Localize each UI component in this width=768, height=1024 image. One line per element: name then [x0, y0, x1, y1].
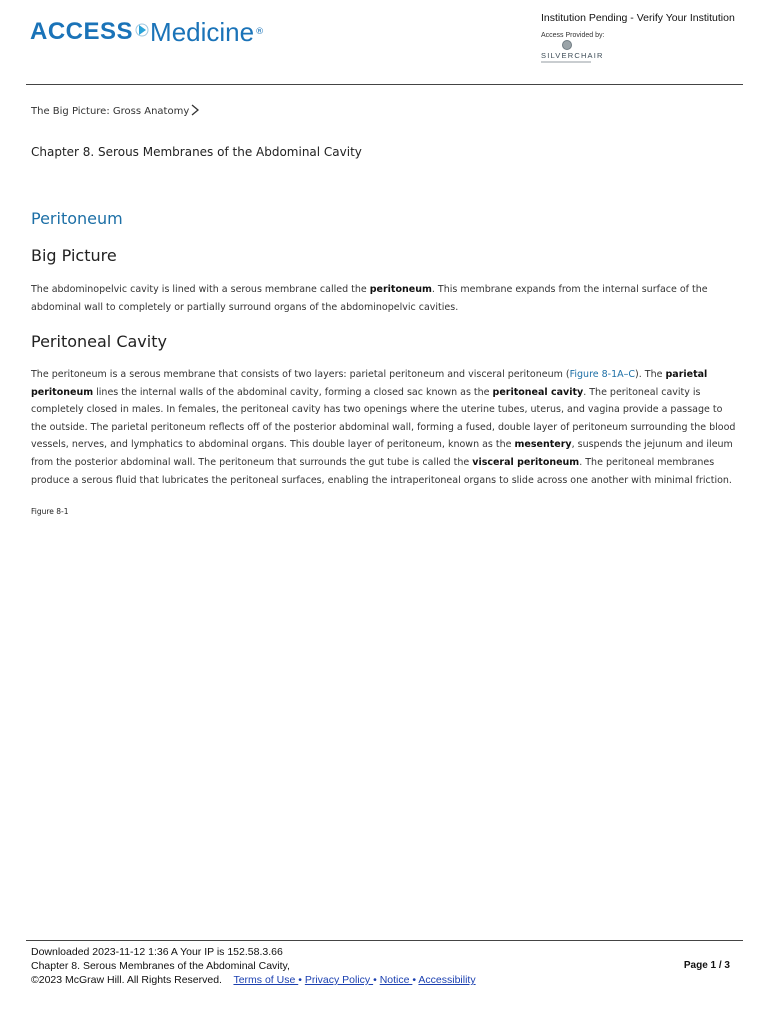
terms-of-use-link[interactable]: Terms of Use — [233, 974, 299, 986]
logo-registered-mark: ® — [255, 27, 265, 37]
silverchair-emblem-icon — [562, 40, 572, 50]
section-heading-peritoneum: Peritoneum — [31, 209, 123, 228]
institution-panel — [541, 12, 751, 63]
footer-divider — [26, 940, 743, 941]
term-peritoneal-cavity: peritoneal cavity — [492, 386, 584, 398]
figure-link[interactable]: Figure 8-1A–C — [569, 369, 636, 380]
privacy-policy-link[interactable]: Privacy Policy — [304, 974, 374, 986]
verify-institution-link[interactable]: Institution Pending - Verify Your Institution — [541, 12, 735, 24]
text-run: . The peritoneal membranes produce a serous fluid that lubricates the peritoneal surfaces, enabling the intraperitoneal organs to slide across one another with minimal friction. — [31, 456, 732, 486]
term-visceral-peritoneum: visceral peritoneum — [472, 456, 580, 468]
accessibility-link[interactable]: Accessibility — [418, 974, 476, 986]
silverchair-logo — [541, 40, 751, 63]
breadcrumb-label[interactable]: The Big Picture: Gross Anatomy — [31, 106, 190, 117]
text-run: ). The — [635, 369, 666, 380]
text-run: . This membrane expands from the internal surface of the abdominal wall to completely or partially surround organs of the abdominopelvic cavities. — [31, 284, 708, 313]
text-run: lines the internal walls of the abdominal cavity, forming a closed sac known as the — [93, 386, 493, 398]
big-picture-paragraph — [31, 281, 739, 317]
text-run: . The peritoneal cavity is completely closed in males. In females, the peritoneal cavity has two openings where the uterine tubes, uterus, and vagina provide a passage to the outside. The parietal peritoneum reflects off of the posterior abdominal wall, forming a fused, double layer of peritoneum surrounding the blood vessels, nerves, and lymphatics to abdominal organs. This double layer of peritoneum, known as the — [31, 386, 736, 451]
footer-chapter-title: Chapter 8. Serous Membranes of the Abdominal Cavity, — [31, 960, 290, 972]
text-run: The abdominopelvic cavity is lined with a serous membrane called the — [31, 284, 370, 295]
term-parietal-peritoneum: parietal peritoneum — [31, 369, 708, 398]
notice-link[interactable]: Notice — [379, 974, 413, 986]
bullet-separator: • — [298, 974, 302, 986]
footer-legal-line — [31, 973, 741, 987]
silverchair-logo-text: SILVERCHAIR — [541, 51, 604, 60]
logo-arrow-icon — [135, 19, 149, 45]
download-info: Downloaded 2023-11-12 1:36 A Your IP is 152.58.3.66 — [31, 946, 283, 958]
copyright-text: ©2023 McGraw Hill. All Rights Reserved. — [31, 974, 222, 986]
page-footer — [31, 945, 741, 987]
peritoneal-cavity-paragraph — [31, 366, 739, 489]
chevron-right-icon — [191, 104, 199, 119]
page-header — [0, 0, 768, 86]
breadcrumb[interactable] — [31, 104, 199, 119]
page-number: Page 1 / 3 — [683, 960, 730, 971]
logo-medicine-text: Medicine — [150, 16, 255, 47]
silverchair-tagline-bar — [541, 61, 591, 63]
bullet-separator: • — [373, 974, 377, 986]
bullet-separator: • — [412, 974, 417, 986]
term-mesentery: mesentery — [514, 439, 572, 451]
subheading-big-picture: Big Picture — [31, 246, 117, 265]
term-peritoneum: peritoneum — [369, 284, 432, 295]
subheading-peritoneal-cavity: Peritoneal Cavity — [31, 332, 167, 351]
text-run: The peritoneum is a serous membrane that consists of two layers: parietal peritoneum and visceral peritoneum ( — [31, 369, 570, 380]
figure-label: Figure 8-1 — [31, 507, 69, 516]
access-provided-label: Access Provided by: — [541, 32, 605, 39]
logo-access-text: ACCESS — [30, 18, 134, 45]
text-run: , suspends the jejunum and ileum from the posterior abdominal wall. The peritoneum that surrounds the gut tube is called the — [31, 439, 733, 468]
header-divider — [26, 84, 743, 85]
chapter-title: Chapter 8. Serous Membranes of the Abdominal Cavity — [31, 145, 362, 159]
accessmedicine-logo[interactable] — [30, 10, 264, 54]
